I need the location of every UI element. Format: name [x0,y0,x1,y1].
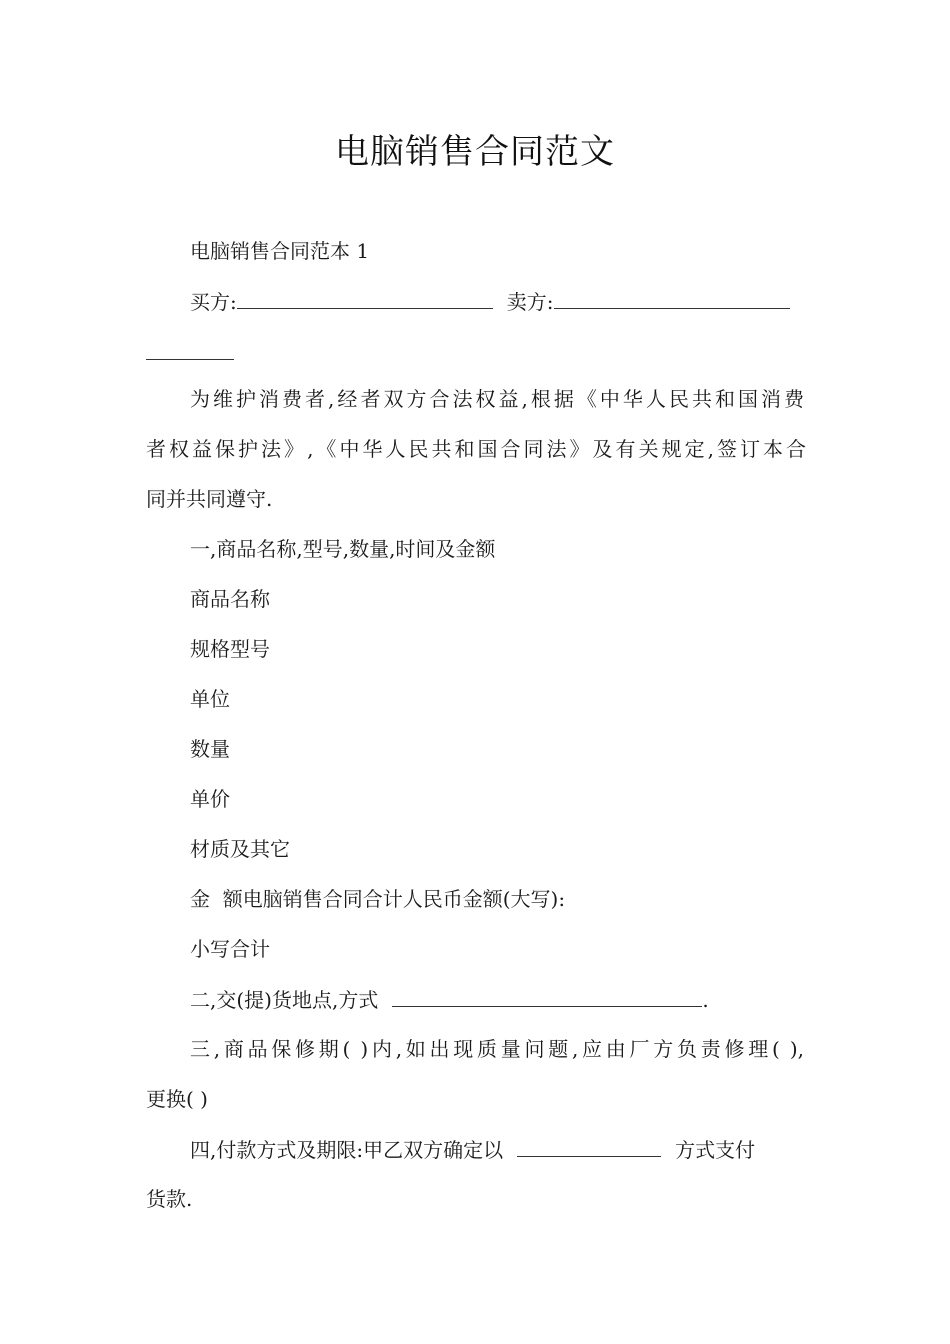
item-label: 单价 [190,787,230,811]
delivery-blank [392,984,702,1007]
item-label: 规格型号 [190,637,270,661]
seller-blank [554,286,790,309]
section3-line-2: 更换( ) [146,1087,208,1111]
section4-line-2: 货款. [146,1187,193,1211]
intro-line-1: 为维护消费者,经者双方合法权益,根据《中华人民共和国消费 [190,387,804,411]
item-label: 单位 [190,687,230,711]
seller-label: 卖方: [506,290,554,314]
item-label: 数量 [190,737,230,761]
amount-label: 金 额电脑销售合同合计人民币金额(大写): [190,887,566,911]
buyer-label: 买方: [190,290,237,314]
section4-text-before: 四,付款方式及期限:甲乙双方确定以 [190,1138,504,1162]
section1-heading: 一,商品名称,型号,数量,时间及金额 [190,537,496,561]
section4-text-after: 方式支付 [675,1138,756,1162]
payment-blank [517,1134,661,1157]
section2-line [190,984,709,1015]
parties-line [190,286,790,317]
item-label: 材质及其它 [190,837,290,861]
section2-text: 二,交(提)货地点,方式 [190,988,379,1012]
intro-line-3: 同并共同遵守. [146,487,273,511]
item-label: 商品名称 [190,587,270,611]
intro-line-2: 者权益保护法》,《中华人民共和国合同法》及有关规定,签订本合 [146,437,806,461]
buyer-blank [237,286,493,309]
document-title: 电脑销售合同范文 [335,132,615,172]
contract-subtitle: 电脑销售合同范本 1 [190,239,370,263]
seller-blank-continued [146,337,234,360]
section4-line-1 [190,1134,755,1165]
section3-line-1: 三,商品保修期( )内,如出现质量问题,应由厂方负责修理( ), [190,1037,804,1061]
section2-end: . [702,988,709,1012]
subtotal-label: 小写合计 [190,937,270,961]
